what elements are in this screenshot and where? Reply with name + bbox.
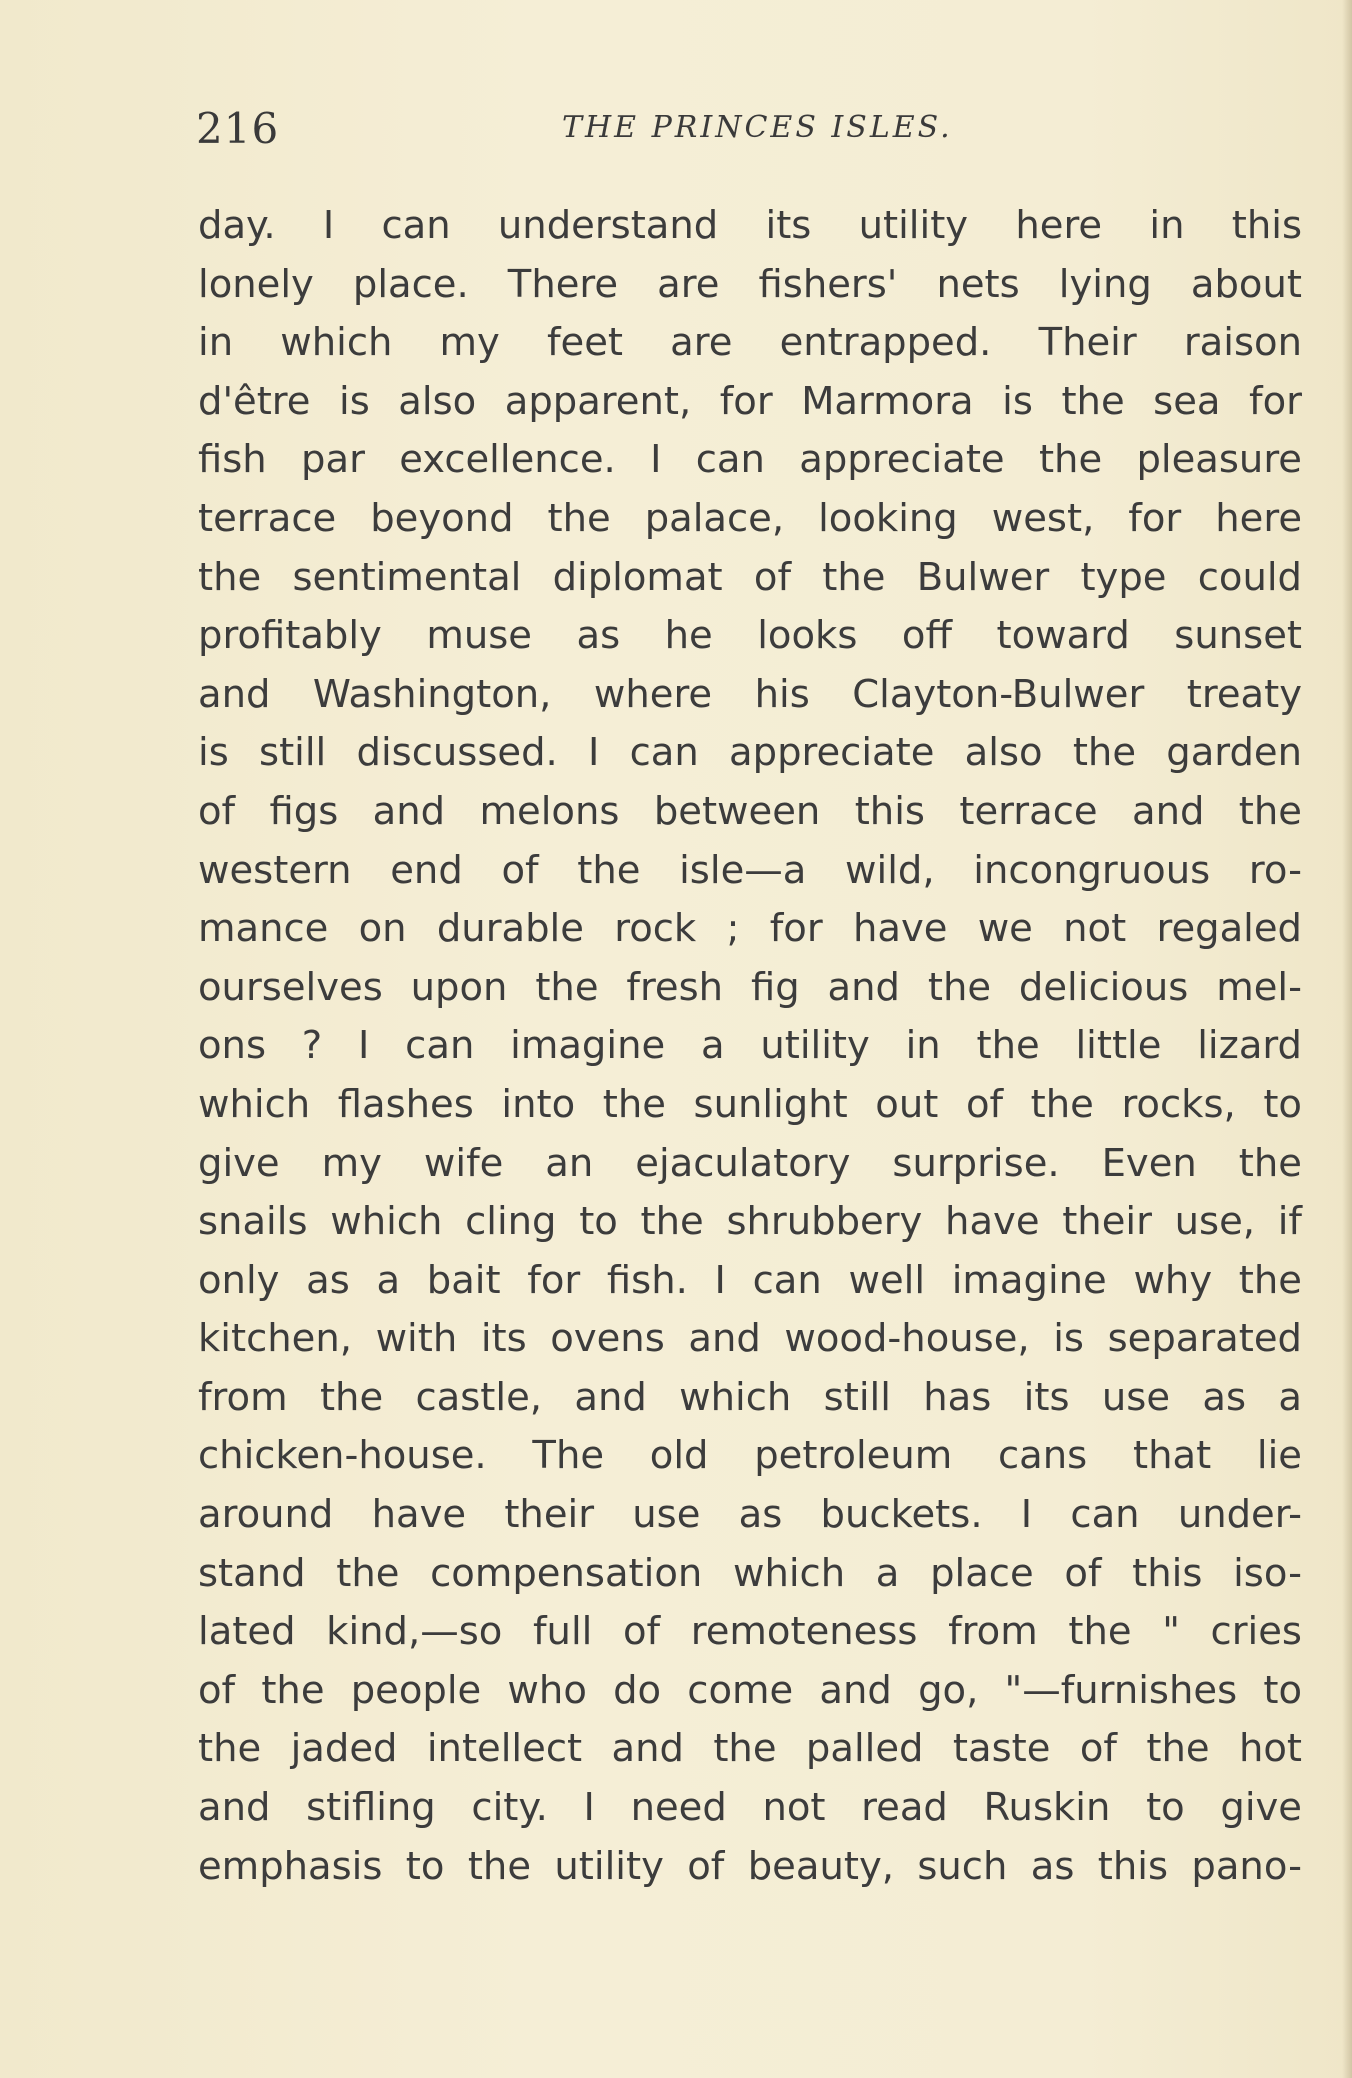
text-line: ourselves upon the fresh fig and the delicious mel-	[198, 964, 1302, 1010]
running-head: THE PRINCES ISLES.	[562, 110, 953, 145]
text-line: only as a bait for fish. I can well imagine why the	[198, 1257, 1302, 1303]
text-line: western end of the isle—a wild, incongruous ro-	[198, 847, 1302, 893]
text-line: the sentimental diplomat of the Bulwer type could	[198, 554, 1302, 600]
text-line: in which my feet are entrapped. Their raison	[198, 320, 1302, 366]
text-line: and stifling city. I need not read Ruskin to give	[198, 1785, 1302, 1831]
text-line: emphasis to the utility of beauty, such as this pano-	[198, 1843, 1302, 1889]
page-edge-shadow	[1342, 0, 1352, 2078]
text-line: and Washington, where his Clayton-Bulwer treaty	[198, 671, 1302, 717]
text-line: ons ? I can imagine a utility in the little lizard	[198, 1023, 1302, 1069]
text-line: stand the compensation which a place of this iso-	[198, 1550, 1302, 1596]
text-line: from the castle, and which still has its use as a	[198, 1374, 1302, 1420]
text-line: around have their use as buckets. I can under-	[198, 1492, 1302, 1538]
text-line: fish par excellence. I can appreciate the pleasure	[198, 437, 1302, 483]
body-text	[198, 197, 1302, 1896]
text-line: d'être is also apparent, for Marmora is the sea for	[198, 378, 1302, 424]
text-line: which flashes into the sunlight out of the rocks, to	[198, 1081, 1302, 1127]
text-line: lonely place. There are fishers' nets lying about	[198, 261, 1302, 307]
text-line: give my wife an ejaculatory surprise. Even the	[198, 1140, 1302, 1186]
page-header	[196, 104, 1300, 164]
text-line: chicken-house. The old petroleum cans that lie	[198, 1433, 1302, 1479]
page-number: 216	[196, 104, 280, 153]
text-line: profitably muse as he looks off toward sunset	[198, 613, 1302, 659]
text-line: day. I can understand its utility here in this	[198, 203, 1302, 248]
text-line: snails which cling to the shrubbery have their use, if	[198, 1199, 1302, 1245]
text-line: of the people who do come and go, "—furnishes to	[198, 1667, 1302, 1713]
text-line: of figs and melons between this terrace and the	[198, 788, 1302, 834]
text-line: terrace beyond the palace, looking west, for here	[198, 495, 1302, 541]
text-line: mance on durable rock ; for have we not regaled	[198, 906, 1302, 952]
text-line: kitchen, with its ovens and wood-house, is separated	[198, 1316, 1302, 1362]
text-line: lated kind,—so full of remoteness from the " cries	[198, 1609, 1302, 1655]
text-line: is still discussed. I can appreciate also the garden	[198, 730, 1302, 776]
text-line: the jaded intellect and the palled taste of the hot	[198, 1726, 1302, 1772]
